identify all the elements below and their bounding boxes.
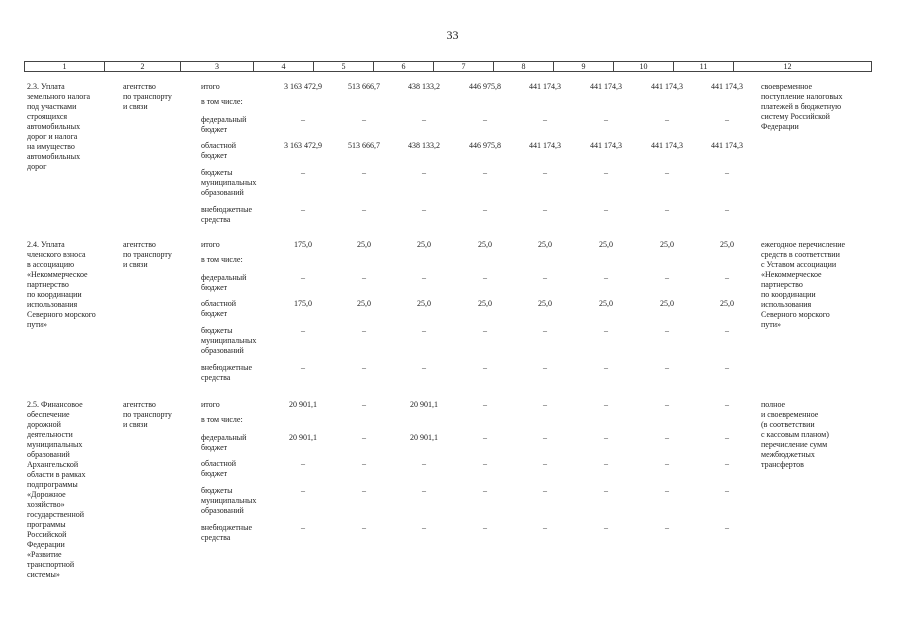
table-header — [24, 61, 872, 72]
row-value: – — [362, 433, 366, 442]
row-value: 175,0 — [294, 299, 312, 308]
row-value: – — [665, 433, 669, 442]
row-value: 25,0 — [538, 240, 552, 249]
row-value: 446 975,8 — [469, 82, 501, 91]
row-value: – — [301, 168, 305, 177]
page-number: 33 — [446, 28, 459, 42]
row-value: – — [422, 115, 426, 124]
row-value: – — [543, 433, 547, 442]
row-value: – — [301, 273, 305, 282]
row-label: в том числе: — [201, 97, 243, 106]
row-value: 3 163 472,9 — [284, 141, 322, 150]
row-value: – — [483, 205, 487, 214]
row-value: – — [543, 326, 547, 335]
row-value: – — [725, 363, 729, 372]
row-value: – — [604, 486, 608, 495]
row-value: – — [301, 363, 305, 372]
row-value: 25,0 — [599, 240, 613, 249]
row-value: – — [422, 168, 426, 177]
row-label: бюджеты муниципальных образований — [201, 168, 257, 197]
row-value: 441 174,3 — [590, 141, 622, 150]
row-value: 25,0 — [478, 240, 492, 249]
row-value: – — [604, 459, 608, 468]
row-value: 441 174,3 — [529, 141, 561, 150]
row-value: – — [301, 205, 305, 214]
row-value: – — [725, 326, 729, 335]
row-value: 441 174,3 — [529, 82, 561, 91]
row-value: – — [665, 273, 669, 282]
row-value: – — [665, 205, 669, 214]
header-col-8: 8 — [494, 62, 554, 71]
row-value: – — [483, 115, 487, 124]
section-name: 2.4. Уплата членского взноса в ассоциацию «Некоммерческое партнерство по координации использования Северного морского пути» — [27, 240, 96, 329]
row-label: бюджеты муниципальных образований — [201, 486, 257, 515]
row-value: – — [483, 523, 487, 532]
row-value: – — [483, 273, 487, 282]
row-value: 441 174,3 — [590, 82, 622, 91]
row-value: – — [725, 486, 729, 495]
row-value: – — [604, 400, 608, 409]
row-label: федеральный бюджет — [201, 115, 247, 134]
row-value: 25,0 — [599, 299, 613, 308]
header-col-10: 10 — [614, 62, 674, 71]
row-value: – — [362, 326, 366, 335]
row-value: – — [362, 459, 366, 468]
header-col-12: 12 — [783, 62, 792, 71]
row-value: – — [665, 400, 669, 409]
row-label: областной бюджет — [201, 459, 237, 478]
row-value: – — [362, 523, 366, 532]
row-value: – — [604, 168, 608, 177]
header-col-7: 7 — [434, 62, 494, 71]
row-value: – — [725, 523, 729, 532]
row-value: – — [362, 168, 366, 177]
header-col-3: 3 — [181, 62, 254, 71]
row-value: – — [604, 205, 608, 214]
row-value: – — [604, 115, 608, 124]
row-label: внебюджетные средства — [201, 363, 252, 382]
row-value: – — [604, 363, 608, 372]
row-value: 3 163 472,9 — [284, 82, 322, 91]
header-col-9: 9 — [554, 62, 614, 71]
row-value: 25,0 — [660, 240, 674, 249]
section-note: ежегодное перечисление средств в соответствии с Уставом ассоциации «Некоммерческое партнерство по координации использования Северного морского пути» — [761, 240, 846, 329]
row-label: областной бюджет — [201, 299, 237, 318]
row-value: 441 174,3 — [651, 82, 683, 91]
row-value: 25,0 — [660, 299, 674, 308]
section-agency: агентство по транспорту и связи — [123, 400, 172, 429]
row-value: – — [725, 115, 729, 124]
row-value: 20 901,1 — [289, 433, 317, 442]
row-label: в том числе: — [201, 255, 243, 264]
row-value: 25,0 — [357, 240, 371, 249]
row-value: 441 174,3 — [651, 141, 683, 150]
row-value: 25,0 — [538, 299, 552, 308]
row-value: 513 666,7 — [348, 141, 380, 150]
row-value: – — [483, 400, 487, 409]
row-label: внебюджетные средства — [201, 523, 252, 542]
row-value: – — [725, 459, 729, 468]
row-value: – — [483, 459, 487, 468]
row-value: 25,0 — [720, 240, 734, 249]
row-value: 438 133,2 — [408, 82, 440, 91]
row-value: – — [543, 523, 547, 532]
section-name: 2.5. Финансовое обеспечение дорожной деятельности муниципальных образований Архангельской области в рамках подпрограммы «Дорожное хозяйство» государственной программы Российской Федерации «Развитие транспортной системы» — [27, 400, 86, 579]
row-value: – — [604, 523, 608, 532]
row-value: 438 133,2 — [408, 141, 440, 150]
header-col-11: 11 — [674, 62, 734, 71]
row-value: – — [665, 326, 669, 335]
row-value: 25,0 — [357, 299, 371, 308]
row-value: – — [483, 326, 487, 335]
row-value: – — [301, 115, 305, 124]
row-value: – — [362, 273, 366, 282]
row-value: 513 666,7 — [348, 82, 380, 91]
row-label: федеральный бюджет — [201, 433, 247, 452]
row-value: – — [301, 459, 305, 468]
row-value: – — [543, 363, 547, 372]
row-value: – — [362, 115, 366, 124]
section-name: 2.3. Уплата земельного налога под участками строящихся автомобильных дорог и налога на имущество автомобильных дорог — [27, 82, 91, 171]
row-value: – — [725, 205, 729, 214]
row-value: – — [665, 486, 669, 495]
section-note: полное и своевременное (в соответствии с кассовым планом) перечисление сумм межбюджетных трансфертов — [761, 400, 829, 469]
row-value: – — [422, 459, 426, 468]
row-value: 20 901,1 — [410, 433, 438, 442]
row-value: – — [543, 486, 547, 495]
row-value: – — [543, 168, 547, 177]
row-value: – — [301, 523, 305, 532]
row-value: – — [543, 459, 547, 468]
row-value: 446 975,8 — [469, 141, 501, 150]
row-value: – — [543, 205, 547, 214]
row-value: – — [725, 168, 729, 177]
row-value: – — [301, 486, 305, 495]
row-label: федеральный бюджет — [201, 273, 247, 292]
row-value: – — [362, 205, 366, 214]
row-value: – — [301, 326, 305, 335]
header-col-2: 2 — [105, 62, 181, 71]
row-value: – — [604, 273, 608, 282]
header-col-5: 5 — [314, 62, 374, 71]
row-value: 175,0 — [294, 240, 312, 249]
row-value: 25,0 — [478, 299, 492, 308]
header-col-4: 4 — [254, 62, 314, 71]
row-label: итого — [201, 82, 220, 91]
section-note: своевременное поступление налоговых платежей в бюджетную систему Российской Федерации — [761, 82, 843, 131]
row-label: внебюджетные средства — [201, 205, 252, 224]
row-value: – — [665, 363, 669, 372]
section-agency: агентство по транспорту и связи — [123, 240, 172, 269]
header-col-6: 6 — [374, 62, 434, 71]
row-value: – — [543, 115, 547, 124]
row-value: – — [725, 400, 729, 409]
row-label: итого — [201, 240, 220, 249]
row-value: – — [665, 523, 669, 532]
row-value: 441 174,3 — [711, 141, 743, 150]
row-value: 20 901,1 — [289, 400, 317, 409]
section-agency: агентство по транспорту и связи — [123, 82, 172, 111]
row-value: – — [665, 168, 669, 177]
row-value: 25,0 — [720, 299, 734, 308]
row-label: итого — [201, 400, 220, 409]
row-value: – — [422, 486, 426, 495]
row-value: – — [725, 433, 729, 442]
row-value: – — [422, 523, 426, 532]
row-value: – — [483, 363, 487, 372]
row-value: – — [422, 326, 426, 335]
row-value: – — [422, 205, 426, 214]
row-value: – — [543, 400, 547, 409]
row-value: 25,0 — [417, 240, 431, 249]
row-value: 25,0 — [417, 299, 431, 308]
row-value: – — [665, 115, 669, 124]
row-value: – — [483, 433, 487, 442]
row-value: – — [604, 433, 608, 442]
row-value: – — [725, 273, 729, 282]
row-value: – — [543, 273, 547, 282]
header-col-1: 1 — [25, 62, 105, 71]
row-value: 441 174,3 — [711, 82, 743, 91]
row-value: – — [362, 363, 366, 372]
row-value: – — [362, 400, 366, 409]
row-value: 20 901,1 — [410, 400, 438, 409]
row-value: – — [362, 486, 366, 495]
row-label: бюджеты муниципальных образований — [201, 326, 257, 355]
row-value: – — [604, 326, 608, 335]
row-label: областной бюджет — [201, 141, 237, 160]
row-value: – — [422, 273, 426, 282]
row-value: – — [665, 459, 669, 468]
row-label: в том числе: — [201, 415, 243, 424]
row-value: – — [483, 486, 487, 495]
row-value: – — [422, 363, 426, 372]
row-value: – — [483, 168, 487, 177]
